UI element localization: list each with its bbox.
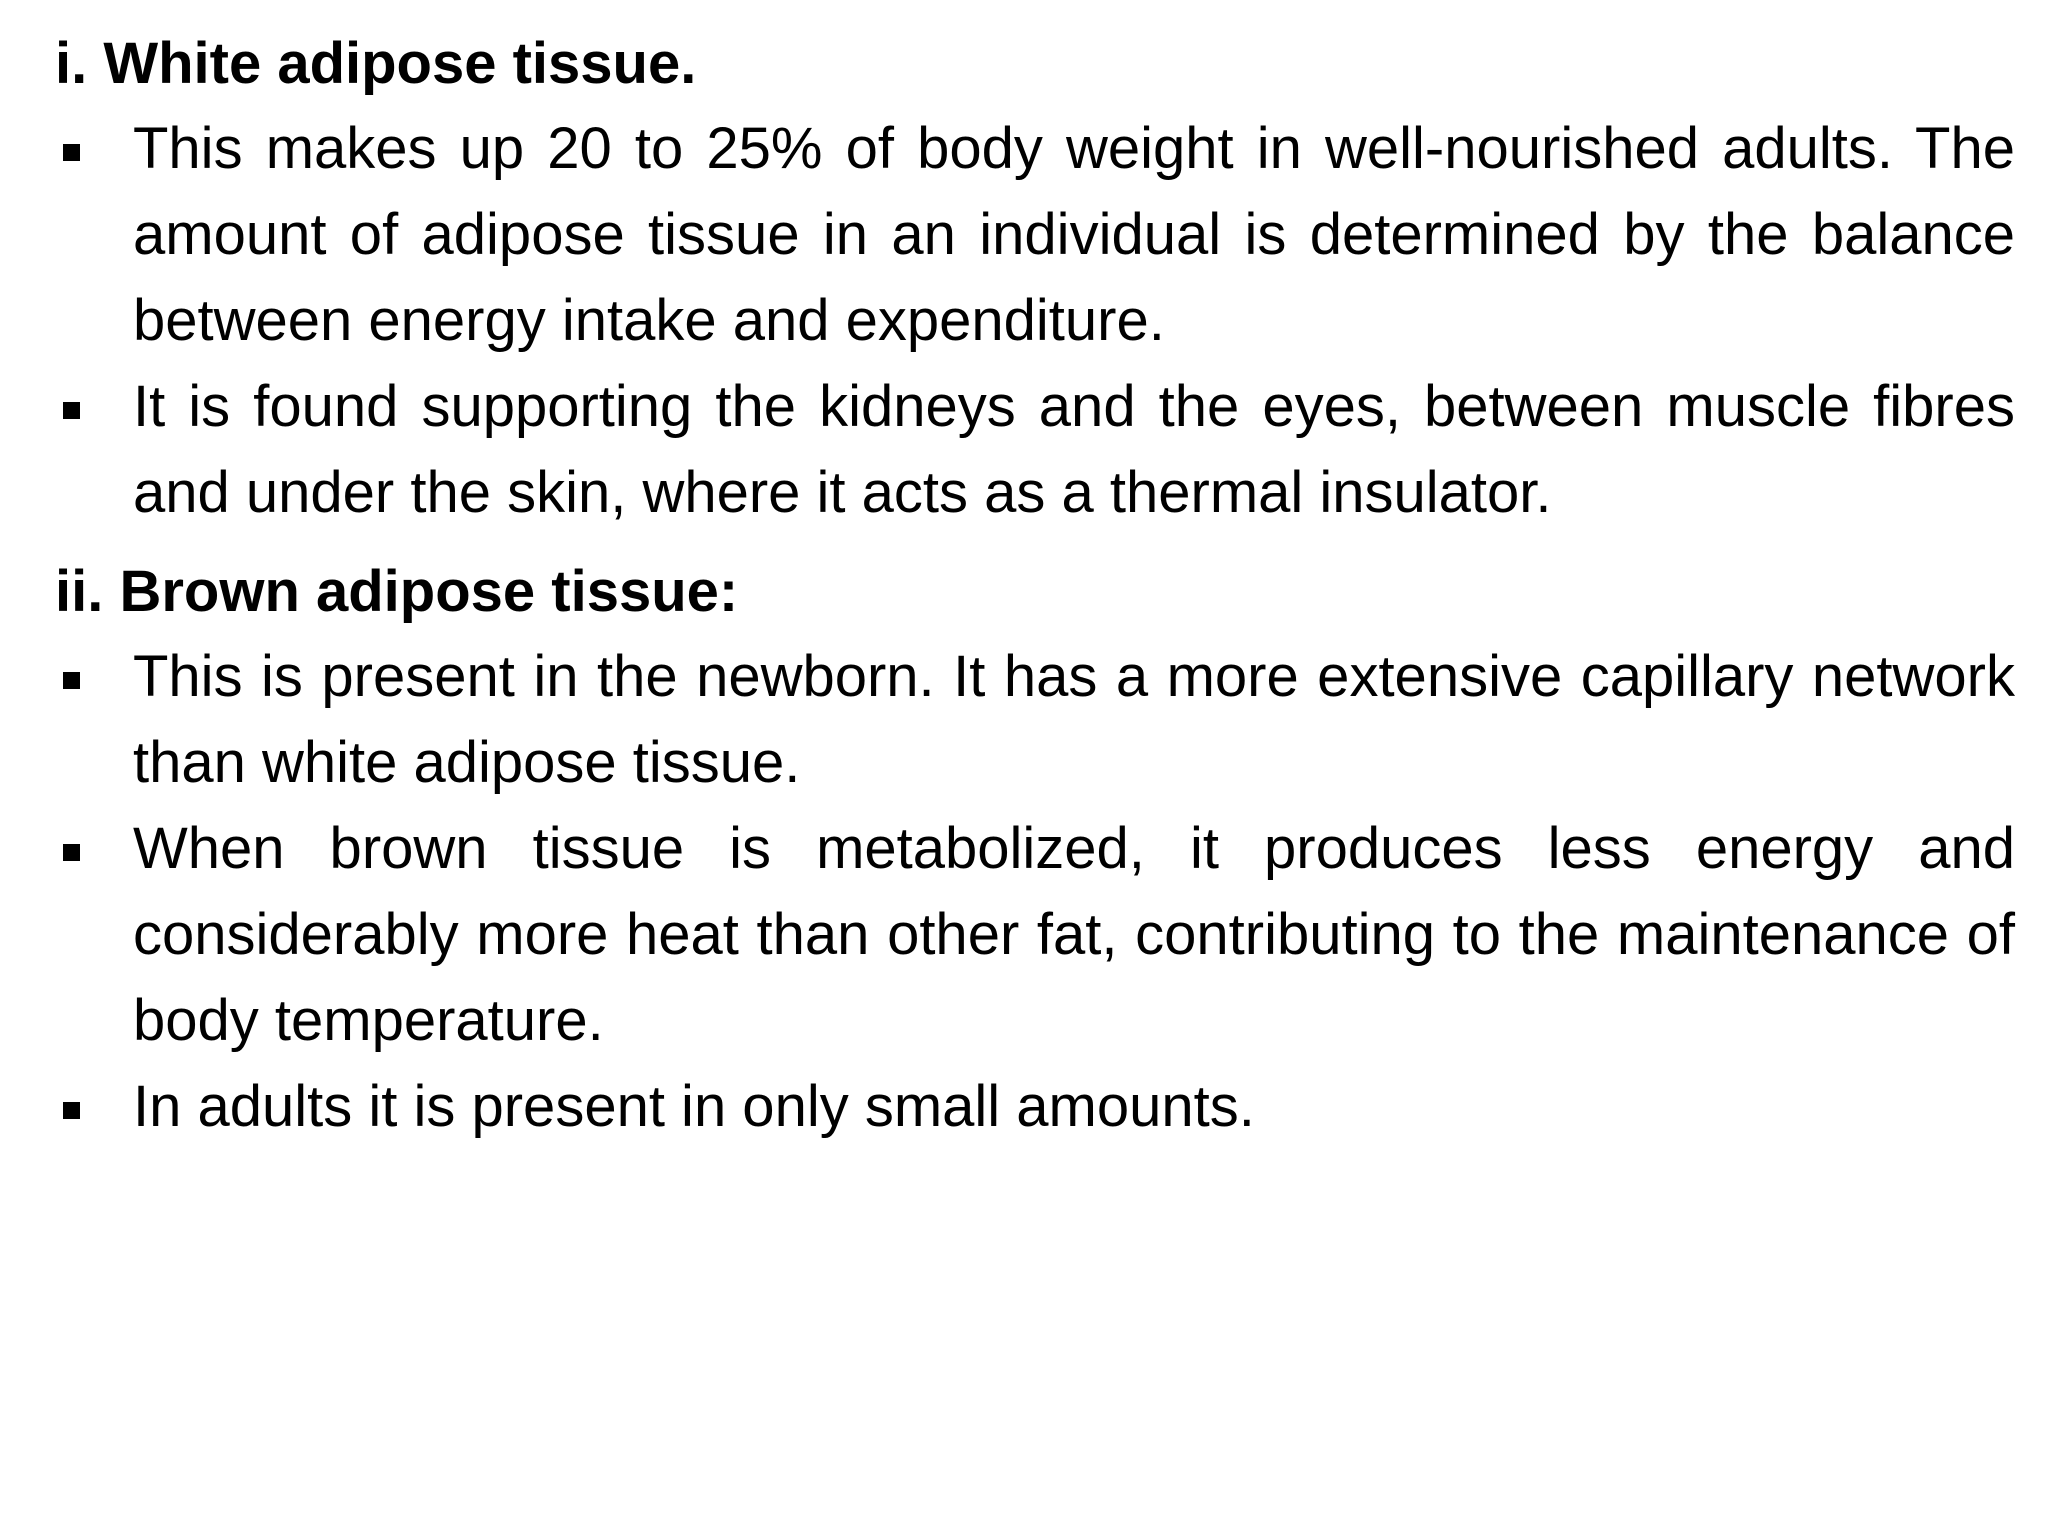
square-bullet-icon (63, 672, 80, 689)
bullet-text: This makes up 20 to 25% of body weight in well-nourished adults. The amount of adipose tissue in an individual is determined by the balance between energy intake and expenditure. (133, 116, 2015, 353)
square-bullet-icon (63, 402, 80, 419)
square-bullet-icon (63, 144, 80, 161)
section-heading-brown-adipose: ii. Brown adipose tissue: (55, 559, 739, 624)
bullet-item (55, 634, 2015, 806)
bullet-text: It is found supporting the kidneys and the eyes, between muscle fibres and under the skin, where it acts as a thermal insulator. (133, 374, 2015, 525)
bullet-text: In adults it is present in only small amounts. (133, 1074, 1255, 1139)
section-heading-white-adipose: i. White adipose tissue. (55, 31, 697, 96)
square-bullet-icon (63, 844, 80, 861)
bullet-list-brown-adipose (55, 634, 2015, 1150)
square-bullet-icon (63, 1102, 80, 1119)
bullet-text: When brown tissue is metabolized, it produces less energy and considerably more heat than other fat, contributing to the maintenance of body temperature. (133, 816, 2015, 1053)
bullet-item (55, 806, 2015, 1064)
bullet-text: This is present in the newborn. It has a more extensive capillary network than white adipose tissue. (133, 644, 2015, 795)
slide-content (55, 22, 2015, 1150)
bullet-item (55, 364, 2015, 536)
bullet-list-white-adipose (55, 106, 2015, 536)
bullet-item (55, 1064, 2015, 1150)
bullet-item (55, 106, 2015, 364)
